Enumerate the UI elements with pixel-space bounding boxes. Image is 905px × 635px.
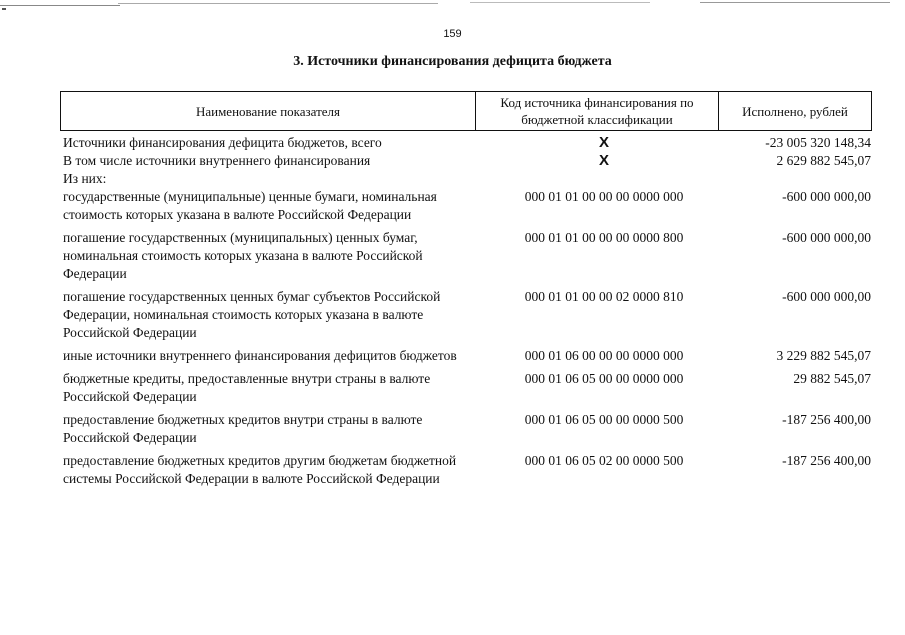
header-indicator-name: Наименование показателя	[61, 92, 476, 130]
row-name: иные источники внутреннего финансирования дефицитов бюджетов	[63, 348, 457, 363]
row-code: 000 01 01 00 00 00 0000 000	[524, 189, 684, 204]
row-value: -23 005 320 148,34	[765, 135, 871, 150]
row-value: 2 629 882 545,07	[776, 153, 871, 168]
row-code: X	[598, 134, 609, 151]
row-value	[729, 170, 871, 188]
row-name: предоставление бюджетных кредитов внутри страны в валюте Российской Федерации	[63, 412, 423, 445]
scan-edge-artifact	[0, 0, 905, 10]
row-name: Из них:	[63, 171, 107, 186]
header-executed-amount: Исполнено, рублей	[742, 103, 848, 119]
row-name: государственные (муниципальные) ценные бумаги, номинальная стоимость которых указана в валюте Российской Федерации	[63, 189, 437, 222]
row-value: 3 229 882 545,07	[776, 348, 871, 363]
table-row	[63, 370, 871, 406]
page-number: 159	[443, 28, 462, 40]
row-code: X	[598, 152, 609, 169]
row-name: Источники финансирования дефицита бюджетов, всего	[63, 135, 382, 150]
row-code	[477, 170, 729, 188]
table-header	[60, 91, 872, 131]
row-value: 29 882 545,07	[793, 371, 871, 386]
row-code: 000 01 01 00 00 02 0000 810	[524, 289, 684, 304]
row-value: -600 000 000,00	[782, 230, 871, 245]
table-row	[63, 134, 871, 152]
row-value: -600 000 000,00	[782, 189, 871, 204]
table-row	[63, 170, 871, 188]
table-row	[63, 229, 871, 283]
page-title: 3. Источники финансирования дефицита бюджета	[293, 54, 612, 69]
row-value: -187 256 400,00	[782, 453, 871, 468]
row-code: 000 01 06 05 02 00 0000 500	[524, 453, 684, 468]
table-row	[63, 411, 871, 447]
row-code: 000 01 01 00 00 00 0000 800	[524, 230, 684, 245]
row-value: -187 256 400,00	[782, 412, 871, 427]
row-code: 000 01 06 05 00 00 0000 000	[524, 371, 684, 386]
table-body	[63, 134, 871, 488]
row-name: погашение государственных ценных бумаг субъектов Российской Федерации, номинальная стоимость которых указана в валюте Российской Федерации	[63, 289, 441, 340]
table-row	[63, 452, 871, 488]
row-name: предоставление бюджетных кредитов другим бюджетам бюджетной системы Российской Федерации в валюте Российской Федерации	[63, 453, 457, 486]
table-row	[63, 152, 871, 170]
row-name: бюджетные кредиты, предоставленные внутри страны в валюте Российской Федерации	[63, 371, 431, 404]
row-code: 000 01 06 00 00 00 0000 000	[524, 348, 684, 363]
row-code: 000 01 06 05 00 00 0000 500	[524, 412, 684, 427]
table-row	[63, 288, 871, 342]
row-name: В том числе источники внутреннего финансирования	[63, 153, 371, 168]
row-name: погашение государственных (муниципальных) ценных бумаг, номинальная стоимость которых указана в валюте Российской Федерации	[63, 230, 423, 281]
header-source-code: Код источника финансирования по бюджетной классификации	[476, 92, 719, 130]
table-row	[63, 188, 871, 224]
row-value: -600 000 000,00	[782, 289, 871, 304]
table-row	[63, 347, 871, 365]
